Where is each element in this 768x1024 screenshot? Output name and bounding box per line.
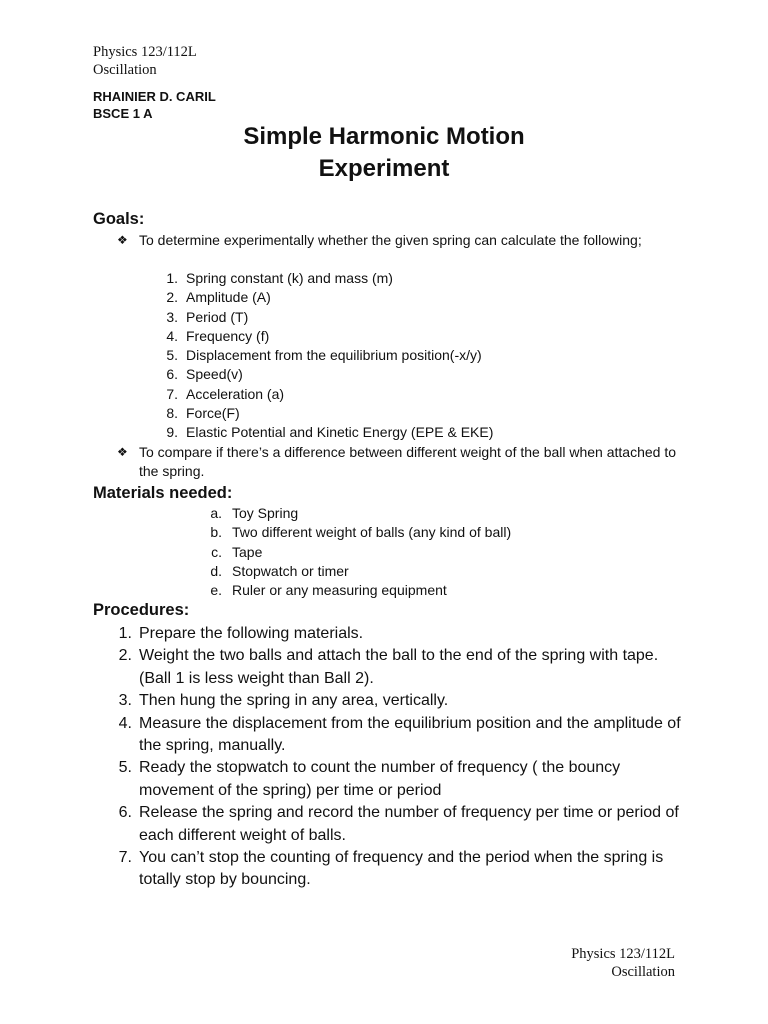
list-item-text: Release the spring and record the number of frequency per time or period of each different weight of balls. (139, 804, 679, 844)
list-item-number: 2. (166, 289, 178, 306)
list-item-text: Two different weight of balls (any kind of ball) (232, 524, 512, 541)
list-item (140, 423, 493, 442)
list-item-text: Ready the stopwatch to count the number of frequency ( the bouncy movement of the spring) per time or period (139, 759, 621, 799)
list-item-text: Spring constant (k) and mass (m) (186, 270, 393, 286)
list-item (104, 645, 684, 690)
list-item (140, 327, 493, 346)
list-item-text: Prepare the following materials. (139, 625, 364, 642)
list-item (140, 288, 493, 307)
list-item-number: 3. (166, 308, 178, 325)
materials-heading: Materials needed: (93, 484, 233, 502)
list-item (140, 346, 493, 365)
goals-bullet-1-text: To determine experimentally whether the given spring can calculate the following; (139, 232, 642, 248)
list-item-text: Measure the displacement from the equilibrium position and the amplitude of the spring, manually. (139, 714, 681, 755)
list-item-text: Force(F) (186, 405, 240, 422)
list-item-text: Weight the two balls and attach the ball to the end of the spring with tape. (Ball 1 is less weight than Ball 2). (139, 647, 659, 687)
goals-list (140, 269, 493, 443)
list-item-text: Period (T) (186, 308, 249, 325)
list-item (140, 365, 493, 384)
list-item (196, 581, 511, 600)
procedures-heading: Procedures: (93, 601, 190, 619)
list-item-text: Displacement from the equilibrium position(-x/y) (186, 347, 482, 364)
list-item-text: Acceleration (a) (186, 385, 285, 402)
title-line-1: Simple Harmonic Motion (243, 123, 525, 150)
title-line-2: Experiment (318, 155, 450, 182)
list-item (196, 504, 511, 523)
list-item (104, 623, 684, 645)
list-item (140, 308, 493, 327)
list-item-text: Frequency (f) (186, 327, 270, 344)
list-item-text: Toy Spring (232, 505, 299, 521)
list-item-number: 3. (118, 692, 132, 710)
list-item-number: 1. (118, 625, 132, 642)
list-item (104, 802, 684, 847)
goals-heading: Goals: (93, 210, 145, 228)
list-item-letter: d. (210, 562, 222, 579)
list-item (104, 847, 684, 892)
goals-bullet-1 (117, 231, 677, 250)
page-header (93, 43, 197, 79)
list-item-number: 7. (166, 385, 178, 402)
diamond-bullet-icon: ❖ (117, 445, 128, 459)
list-item (140, 385, 493, 404)
goals-bullet-2-text: To compare if there’s a difference between different weight of the ball when attached to the spring. (139, 444, 677, 480)
header-course: Physics 123/112L (93, 44, 197, 60)
list-item (140, 404, 493, 423)
list-item-number: 5. (118, 759, 132, 777)
list-item (104, 713, 684, 758)
materials-list (196, 504, 511, 600)
list-item-text: Tape (232, 543, 263, 560)
list-item-text: Ruler or any measuring equipment (232, 582, 447, 599)
list-item-text: Then hung the spring in any area, vertically. (139, 692, 449, 710)
header-topic: Oscillation (93, 62, 157, 78)
procedures-list (104, 623, 684, 892)
list-item-number: 2. (118, 647, 132, 665)
diamond-bullet-icon: ❖ (117, 233, 128, 247)
author-name: RHAINIER D. CARIL (93, 89, 216, 104)
list-item-number: 6. (166, 366, 178, 383)
list-item (196, 523, 511, 542)
author-section: BSCE 1 A (93, 106, 153, 121)
page-title (0, 121, 768, 185)
list-item-number: 6. (118, 804, 132, 822)
list-item-number: 4. (118, 714, 132, 732)
list-item-letter: e. (210, 582, 222, 599)
list-item-number: 4. (166, 327, 178, 344)
list-item-number: 8. (166, 405, 178, 422)
list-item (104, 757, 684, 802)
list-item-number: 9. (166, 424, 178, 441)
list-item-text: You can’t stop the counting of frequency and the period when the spring is totally stop by bouncing. (139, 849, 664, 889)
author-block (93, 88, 216, 122)
list-item-letter: a. (210, 505, 222, 521)
footer-topic: Oscillation (611, 964, 675, 980)
list-item-letter: c. (211, 543, 222, 560)
list-item-text: Stopwatch or timer (232, 562, 349, 579)
list-item (196, 562, 511, 581)
goals-bullet-2 (117, 443, 677, 482)
list-item-letter: b. (210, 524, 222, 541)
list-item-text: Elastic Potential and Kinetic Energy (EPE & EKE) (186, 424, 494, 441)
list-item (196, 543, 511, 562)
footer-course: Physics 123/112L (571, 946, 675, 962)
list-item-number: 7. (118, 849, 132, 867)
list-item-text: Speed(v) (186, 366, 243, 383)
page-footer (571, 945, 675, 981)
list-item-text: Amplitude (A) (186, 289, 271, 306)
list-item-number: 5. (166, 347, 178, 364)
list-item-number: 1. (166, 270, 178, 286)
list-item (104, 690, 684, 712)
list-item (140, 269, 493, 288)
